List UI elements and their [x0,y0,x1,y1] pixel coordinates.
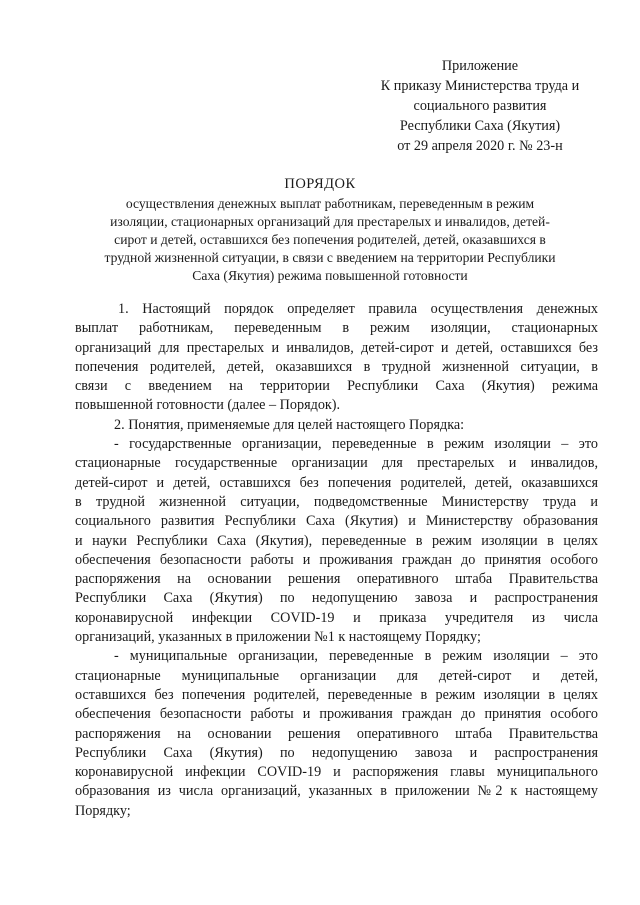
body-line: повышенной готовности (далее – Порядок). [75,397,341,414]
body-line: и науки Республики Саха (Якутия), переведенные в режим изоляции в целях [75,532,598,549]
body-line: 2. Понятия, применяемые для целей настоящего Порядка: [114,416,465,433]
body-line: 1. Настоящий порядок определяет правила осуществления денежных [118,301,598,317]
body-line: организаций для престарелых и инвалидов, детей-сирот и детей, оставшихся без [75,339,598,356]
appendix-header [360,56,600,156]
body-line: коронавирусной инфекции COVID-19 и приказа учредителя из числа [75,609,598,626]
subtitle-line: Саха (Якутия) режима повышенной готовности [192,268,468,283]
body-line: социального развития Республики Саха (Якутия) и Министерству образования [75,513,598,530]
body-line: Республики Саха (Якутия) по недопущению завоза и распространения [75,590,598,607]
body-line: распоряжения на основании решения оперативного штаба Правительства [75,725,598,742]
body-line: оставшихся без попечения родителей, переведенные в режим изоляции в целях [75,686,598,703]
appendix-line: социального развития [413,98,547,114]
subtitle-line: трудной жизненной ситуации, в связи с введением на территории Республики [104,250,556,265]
body-line: обеспечения безопасности работы и проживания граждан до принятия особого [75,706,598,723]
subtitle-line: осуществления денежных выплат работникам, переведенным в режим [125,196,535,211]
appendix-line: от 29 апреля 2020 г. № 23-н [397,138,563,154]
appendix-line: К приказу Министерства труда и [380,78,580,94]
body-line: распоряжения на основании решения оперативного штаба Правительства [75,571,598,588]
body-line: образования из числа организаций, указанных в приложении №2 к настоящему [75,783,598,800]
subtitle-line: сирот и детей, оставшихся без попечения родителей, детей, оказавшихся в [114,232,546,247]
body-line: стационарные муниципальные организации для детей-сирот и детей, [75,667,598,684]
body-line: Порядку; [75,802,131,819]
document-subtitle [70,195,590,285]
appendix-line: Приложение [441,58,519,74]
body-line: - государственные организации, переведенные в режим изоляции – это [114,436,598,453]
body-line: обеспечения безопасности работы и проживания граждан до принятия особого [75,551,598,568]
body-line: организаций, указанных в приложении №1 к настоящему Порядку; [75,629,481,646]
appendix-line: Республики Саха (Якутия) [399,118,561,134]
body-line: коронавирусной инфекции COVID-19 и распоряжения главы муниципального [75,764,598,781]
body-line: в трудной жизненной ситуации, подведомственные Министерству труда и [75,493,598,510]
body-line: стационарные государственные организации для престарелых и инвалидов, [75,455,598,472]
body-line: - муниципальные организации, переведенные в режим изоляции – это [114,648,598,665]
body-line: выплат работникам, переведенным в режим изоляции, стационарных [75,320,598,337]
document-body [75,300,598,821]
document-title: ПОРЯДОК [284,176,356,192]
subtitle-line: изоляции, стационарных организаций для престарелых и инвалидов, детей- [110,214,550,229]
body-line: попечения родителей, детей, оказавшихся в трудной жизненной ситуации, в [75,358,598,375]
body-line: Республики Саха (Якутия) по недопущению завоза и распространения [75,744,598,761]
body-line: связи с введением на территории Республики Саха (Якутия) режима [75,378,598,395]
body-line: детей-сирот и детей, оставшихся без попечения родителей, детей, оказавшихся [75,474,598,491]
